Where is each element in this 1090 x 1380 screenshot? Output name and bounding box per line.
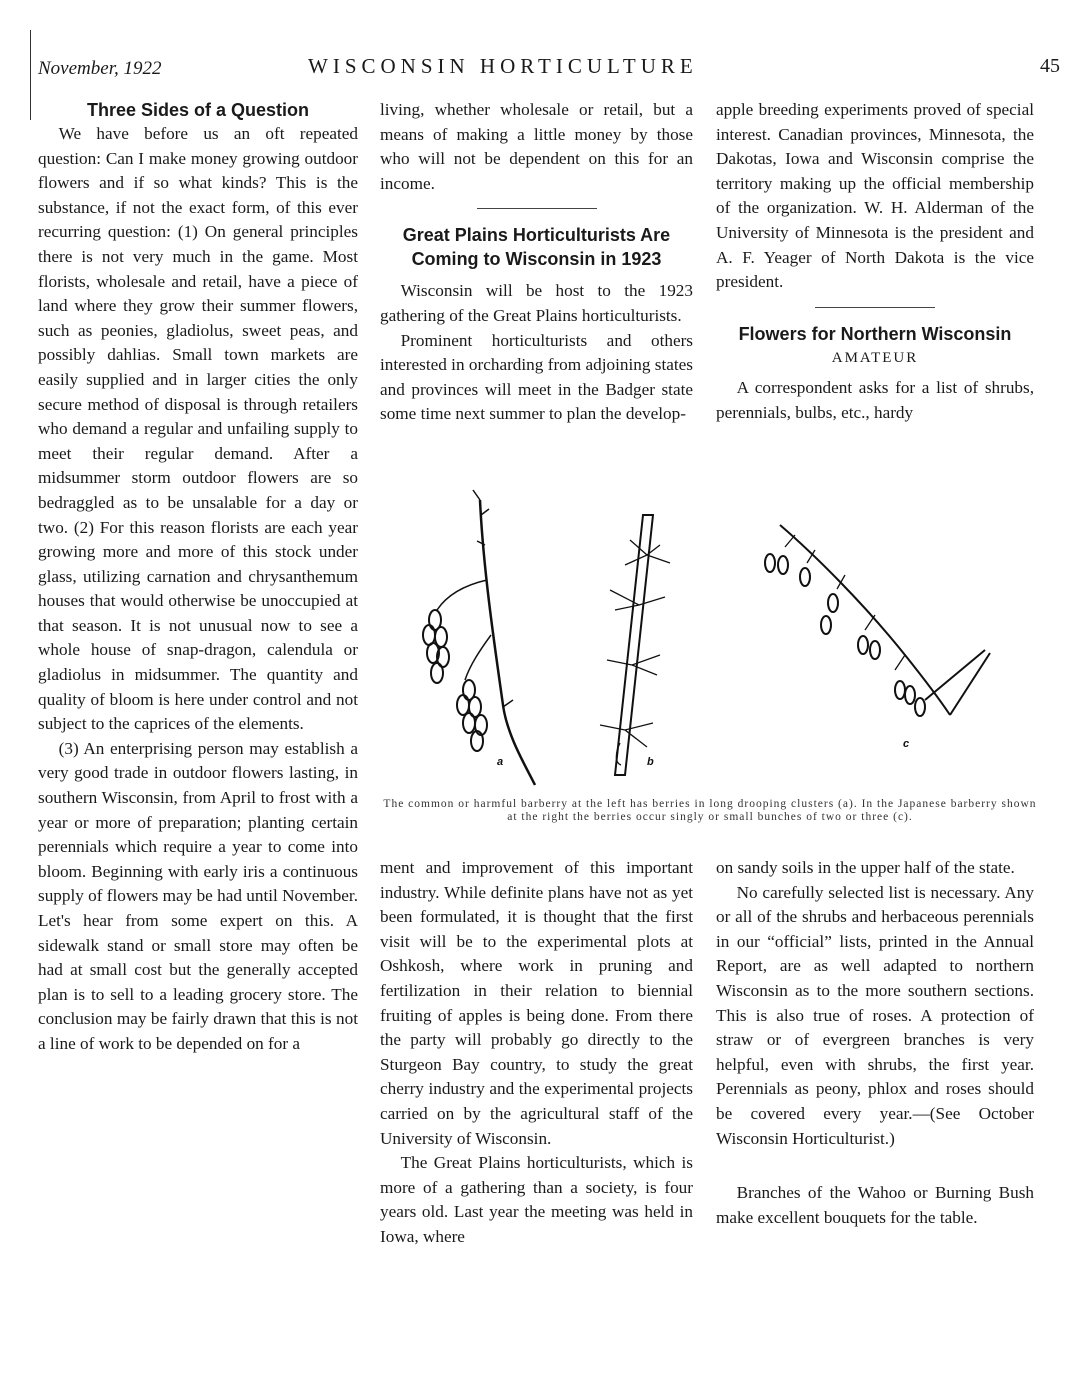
page-header: [0, 50, 1090, 86]
column-right-bottom: [716, 856, 1034, 1230]
barberry-branch-a: [423, 490, 535, 785]
column-right-top: [716, 98, 1034, 426]
article2-continuation-1: ment and improvement of this important industry. While definite plans have not as yet been formulated, it is thought that the first visit will be to the experimental plots at Oshkosh, where work in pruning and fertilization in their relation to biennial fruiting of apples is being done. From there the party will probably go directly to the Sturgeon Bay country, to study the great cherry industry and the experimental projects carried on by the agricultural staff of the University of Wisconsin.: [380, 858, 693, 1148]
column-left: [38, 98, 358, 1057]
article2-title: Great Plains Horticulturists Are Coming to Wisconsin in 1923: [402, 225, 671, 270]
article2-continuation-2: The Great Plains horticulturists, which is more of a gathering than a society, is four years old. Last year the meeting was held in Iowa, where: [380, 1153, 693, 1246]
barberry-branch-b: [600, 515, 670, 775]
column-middle-top: [380, 98, 693, 427]
section-divider: [477, 208, 597, 209]
article1-continuation: living, whether wholesale or retail, but a means of making a little money by those who will not be dependent on this for an income.: [380, 100, 693, 193]
wahoo-note: Branches of the Wahoo or Burning Bush make excellent bouquets for the table.: [716, 1183, 1034, 1227]
article3-paragraph-1: A correspondent asks for a list of shrubs, perennials, bulbs, etc., hardy: [716, 378, 1034, 422]
article2-paragraph-1: Wisconsin will be host to the 1923 gathering of the Great Plains horticulturists.: [380, 281, 693, 325]
figure-label-c: c: [903, 738, 910, 750]
page-number: 45: [1040, 55, 1060, 77]
header-publication-title: WISCONSIN HORTICULTURE: [308, 54, 698, 78]
figure-label-a: a: [497, 756, 504, 768]
section-divider: [815, 307, 935, 308]
figure-caption: The common or harmful barberry at the left has berries in long drooping clusters (a). In the Japanese barberry shown at the right the berries occur singly or small bunches of two or three (c).: [383, 798, 1037, 823]
barberry-branch-c: [765, 525, 990, 716]
article3-title: Flowers for Northern Wisconsin: [738, 323, 1012, 344]
article2-continuation-top: apple breeding experiments proved of special interest. Canadian provinces, Minnesota, the Dakotas, Iowa and Wisconsin comprise the territory making up the official membership of the organization. W. H. Alderman of the University of Minnesota is the president and A. F. Yeager of North Dakota is the vice president.: [716, 100, 1034, 292]
article1-paragraph-2: (3) An enterprising person may establish a very good trade in outdoor flowers lasting, in southern Wisconsin, from April to frost with a year or more of preparation; planting certain perennials which require a year to come into bloom. Beginning with early iris a continuous supply of flowers may be had until November. Let's hear from some expert on this. A sidewalk stand or small store may often be had at small cost but the generally accepted plan is to sell to a leading grocery store. The conclusion may be fairly drawn that this is not a line of work to be depended on for a: [38, 738, 358, 1053]
article3-continuation-1: on sandy soils in the upper half of the state.: [716, 858, 1015, 877]
barberry-illustration: [385, 485, 1035, 795]
article3-continuation-2: No carefully selected list is necessary. Any or all of the shrubs and herbaceous perennials in our “official” lists, printed in the Annual Report, are as well adapted to northern Wisconsin as to the more southern sections. This is also true of roses. A protection of straw or of evergreen branches is very helpful, even with shrubs, the first year. Perennials as peony, phlox and roses should be covered every year.—(See October Wisconsin Horticulturist.): [716, 882, 1034, 1148]
header-date: November, 1922: [38, 58, 162, 79]
article1-paragraph-1: We have before us an oft repeated question: Can I make money growing outdoor flowers and if so what kinds? This is the substance, if not the exact form, of this ever recurring question: (1) On general principles there is not very much in the game. Most florists, wholesale and retail, have a piece of land where they grow their summer flowers, such as peonies, gladiolus, sweet peas, and possibly dahlias. Small town markets are easily supplied and in larger cities the only secure method of disposal is through retailers who demand a regular and unfailing supply to meet their regular demand. After a midsummer storm outdoor flowers are so bedraggled as to be unsalable for a day or two. (2) For this reason florists are each year growing more and more of this stock under glass, utilizing carnation and chrysanthemum houses that would otherwise be unoccupied at that season. It is not unusual now to see a whole house of snap-dragon, calendula or gladiolus in midsummer. The quantity and quality of bloom is here under control and not subject to the caprices of the elements.: [38, 124, 358, 734]
article3-byline: AMATEUR: [831, 349, 919, 366]
article2-paragraph-2: Prominent horticulturists and others interested in orcharding from adjoining states and provinces will meet in the Badger state some time next summer to plan the develop-: [380, 330, 693, 424]
article1-title: Three Sides of a Question: [86, 100, 310, 120]
column-middle-bottom: [380, 856, 693, 1250]
figure-label-b: b: [647, 756, 654, 768]
